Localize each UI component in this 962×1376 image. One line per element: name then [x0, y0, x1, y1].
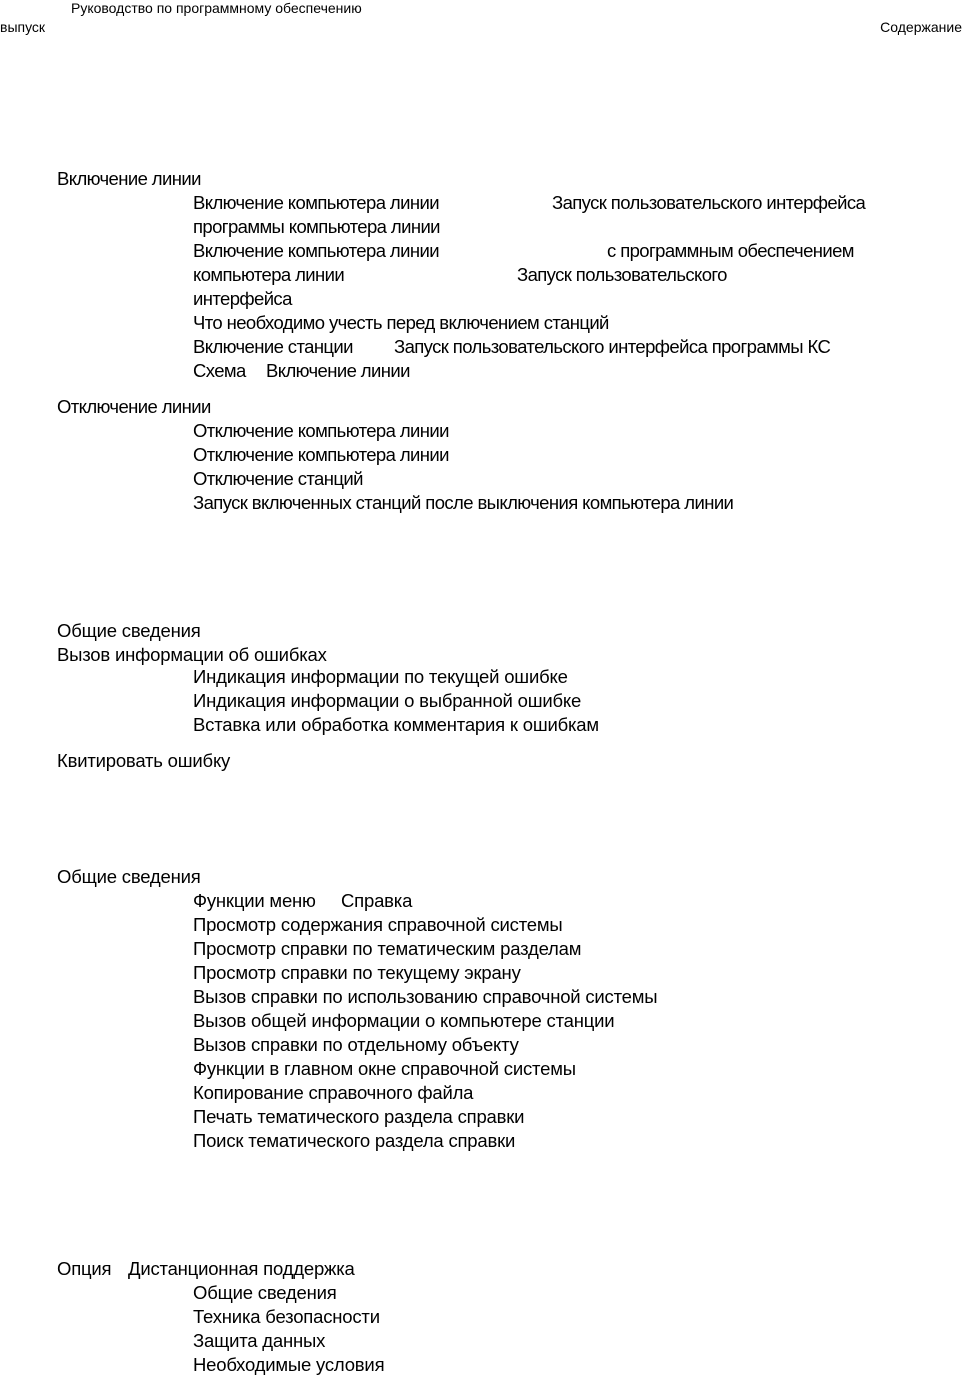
- toc-entry[interactable]: Функции меню: [193, 890, 316, 911]
- toc-entry[interactable]: Отключение компьютера линии: [193, 444, 449, 465]
- toc-entry[interactable]: Техника безопасности: [193, 1306, 380, 1327]
- toc-entry-ref[interactable]: Запуск пользовательского интерфейса программы КС: [394, 336, 831, 357]
- toc-entry[interactable]: Вызов общей информации о компьютере станции: [193, 1010, 615, 1031]
- document-title: Руководство по программному обеспечению: [71, 0, 362, 16]
- toc-entry[interactable]: компьютера линии: [193, 264, 345, 285]
- toc-heading[interactable]: Отключение линии: [57, 396, 211, 417]
- contents-label: Содержание: [880, 19, 962, 35]
- toc-heading-ref[interactable]: Дистанционная поддержка: [128, 1258, 355, 1279]
- toc-entry[interactable]: Необходимые условия: [193, 1354, 385, 1375]
- toc-entry[interactable]: Включение компьютера линии: [193, 192, 439, 213]
- toc-heading[interactable]: Общие сведения: [57, 620, 201, 641]
- toc-heading[interactable]: Включение линии: [57, 168, 201, 189]
- toc-heading[interactable]: Квитировать ошибку: [57, 750, 231, 771]
- release-label: выпуск: [0, 19, 46, 35]
- toc-entry[interactable]: интерфейса: [193, 288, 292, 309]
- toc-heading[interactable]: Вызов информации об ошибках: [57, 644, 327, 665]
- toc-entry[interactable]: Печать тематического раздела справки: [193, 1106, 525, 1127]
- toc-entry[interactable]: Вставка или обработка комментария к ошибкам: [193, 714, 599, 735]
- toc-entry[interactable]: программы компьютера линии: [193, 216, 440, 237]
- toc-entry[interactable]: Что необходимо учесть перед включением станций: [193, 312, 609, 333]
- toc-entry[interactable]: Схема: [193, 360, 246, 381]
- toc-entry-ref[interactable]: Запуск пользовательского: [517, 264, 727, 285]
- toc-entry[interactable]: Индикация информации по текущей ошибке: [193, 666, 568, 687]
- toc-entry[interactable]: Включение компьютера линии: [193, 240, 439, 261]
- toc-heading[interactable]: Общие сведения: [57, 866, 201, 887]
- toc-entry[interactable]: Просмотр справки по текущему экрану: [193, 962, 521, 983]
- toc-entry[interactable]: Защита данных: [193, 1330, 326, 1351]
- toc-entry[interactable]: Отключение компьютера линии: [193, 420, 449, 441]
- toc-entry[interactable]: Отключение станций: [193, 468, 363, 489]
- toc-entry[interactable]: Просмотр содержания справочной системы: [193, 914, 563, 935]
- toc-entry[interactable]: Вызов справки по использованию справочной системы: [193, 986, 658, 1007]
- toc-entry[interactable]: Запуск включенных станций после выключения компьютера линии: [193, 492, 734, 513]
- toc-entry[interactable]: Вызов справки по отдельному объекту: [193, 1034, 519, 1055]
- toc-entry[interactable]: Копирование справочного файла: [193, 1082, 474, 1103]
- toc-entry[interactable]: Просмотр справки по тематическим разделам: [193, 938, 582, 959]
- toc-entry-ref[interactable]: Запуск пользовательского интерфейса: [552, 192, 866, 213]
- toc-entry[interactable]: Включение станции: [193, 336, 353, 357]
- toc-entry-ref[interactable]: Включение линии: [266, 360, 410, 381]
- toc-entry[interactable]: Функции в главном окне справочной системы: [193, 1058, 576, 1079]
- toc-entry[interactable]: Поиск тематического раздела справки: [193, 1130, 516, 1151]
- toc-entry[interactable]: Общие сведения: [193, 1282, 337, 1303]
- toc-entry[interactable]: Индикация информации о выбранной ошибке: [193, 690, 582, 711]
- toc-entry-ref[interactable]: Справка: [341, 890, 413, 911]
- toc-entry-ref[interactable]: с программным обеспечением: [607, 240, 854, 261]
- toc-heading[interactable]: Опция: [57, 1258, 112, 1279]
